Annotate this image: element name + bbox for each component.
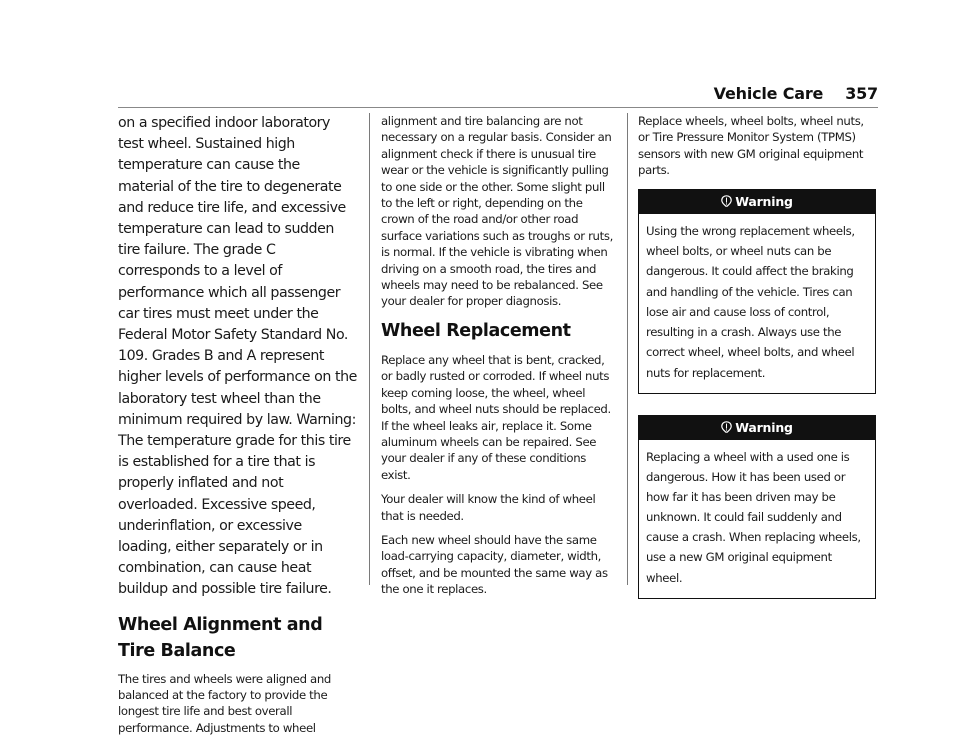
- section-title: Vehicle Care: [713, 84, 824, 103]
- warning-icon: [721, 191, 732, 215]
- column-2: [381, 113, 614, 606]
- tire-temperature-paragraph: on a specified indoor laboratory test wheel. Sustained high temperature can cause the material of the tire to degenerate and reduce tire life, and excessive temperature can lead to sudden tire failure. The grade C corresponds to a level of performance which all passenger car tires must meet under the Federal Motor Safety Standard No. 109. Grades B and A represent higher levels of performance on the laboratory test wheel than the minimum required by law. Warning: The temperature grade for this tire is established for a tire that is properly inflated and not overloaded. Excessive speed, underinflation, or excessive loading, either separately or in combination, can cause heat buildup and possible tire failure.: [118, 115, 357, 598]
- page-header: [714, 84, 878, 103]
- heading-wheel-alignment: Wheel Alignment and Tire Balance: [118, 614, 323, 661]
- warning-box-2: [638, 415, 876, 599]
- column-1: [118, 113, 358, 744]
- warning-box-1: [638, 189, 876, 394]
- heading-wheel-replacement: Wheel Replacement: [381, 320, 571, 341]
- replacement-paragraph-2: Your dealer will know the kind of wheel that is needed.: [381, 492, 596, 523]
- alignment-paragraph: alignment and tire balancing are not necessary on a regular basis. Consider an alignment check if there is unusual tire wear or the vehicle is significantly pulling to one side or the other. Some slight pull to the left or right, depending on the crown of the road and/or other road surface variations such as troughs or ruts, is normal. If the vehicle is vibrating when driving on a smooth road, the tires and wheels may need to be rebalanced. See your dealer for proper diagnosis.: [381, 114, 613, 309]
- alignment-intro-paragraph: The tires and wheels were aligned and balanced at the factory to provide the longest tire life and best overall performance. Adjustments to wheel: [118, 671, 331, 735]
- warning-header-1: [639, 190, 875, 214]
- warning-icon: [721, 417, 732, 441]
- replacement-paragraph-3: Each new wheel should have the same load-carrying capacity, diameter, width, offset, and be mounted the same way as the one it replaces.: [381, 532, 608, 597]
- warning-title-2: Warning: [735, 420, 793, 435]
- warning-header-2: [639, 416, 875, 440]
- gm-parts-paragraph: Replace wheels, wheel bolts, wheel nuts, or Tire Pressure Monitor System (TPMS) sensors with new GM original equipment parts.: [638, 114, 864, 178]
- warning-body-1: Using the wrong replacement wheels, wheel bolts, or wheel nuts can be dangerous. It could affect the braking and handling of the vehicle. Tires can lose air and cause loss of control, resulting in a crash. Always use the correct wheel, wheel bolts, and wheel nuts for replacement.: [646, 223, 855, 380]
- warning-body-2: Replacing a wheel with a used one is dangerous. How it has been used or how far it has been driven may be unknown. It could fail suddenly and cause a crash. When replacing wheels, use a new GM original equipment wheel.: [646, 450, 861, 585]
- column-divider-1: [369, 113, 370, 585]
- column-divider-2: [627, 113, 628, 585]
- warning-title-1: Warning: [735, 193, 793, 209]
- page-number: 357: [845, 84, 878, 103]
- header-rule: [118, 107, 878, 108]
- replacement-paragraph-1: Replace any wheel that is bent, cracked, or badly rusted or corroded. If wheel nuts keep coming loose, the wheel, wheel bolts, and wheel nuts should be replaced. If the wheel leaks air, replace it. Some aluminum wheels can be repaired. See your dealer if any of these conditions exist.: [381, 352, 611, 482]
- column-3: [638, 113, 876, 599]
